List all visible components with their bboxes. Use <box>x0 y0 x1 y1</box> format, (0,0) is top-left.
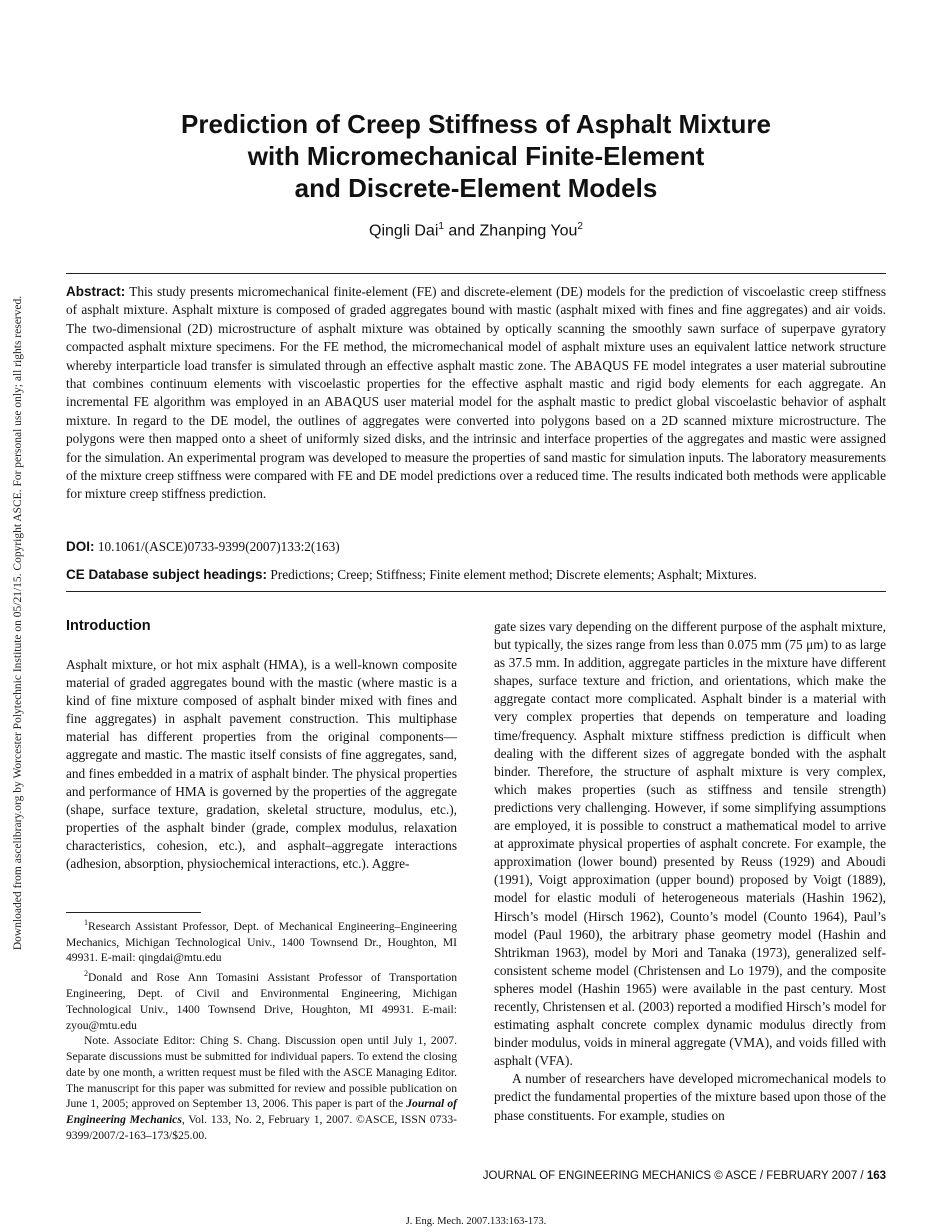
footnote-rule <box>66 912 201 913</box>
intro-paragraph-2: A number of researchers have developed micromechanical models to predict the fundamental properties of the mixture based upon those of the phase constituents. For example, studies on <box>494 1071 886 1123</box>
subject-value: Predictions; Creep; Stiffness; Finite element method; Discrete elements; Asphalt; Mixtures. <box>270 567 757 582</box>
doi-label: DOI: <box>66 539 95 554</box>
abstract-label: Abstract: <box>66 284 126 299</box>
footnote-1-marker: 1 <box>84 918 88 927</box>
footnote-1 <box>66 915 457 966</box>
footnote-2-text: Donald and Rose Ann Tomasini Assistant Professor of Transportation Engineering, Dept. of Civil and Environmental Engineering, Michigan Technological Univ., 1400 Townsend Drive, Houghton, MI 49931. E-mail: zyou@mtu.edu <box>66 971 457 1032</box>
author-1: Qingli Dai <box>369 222 439 240</box>
author-line <box>66 221 886 240</box>
section-heading-introduction: Introduction <box>66 618 151 634</box>
footnote-2 <box>66 966 457 1033</box>
abstract-text: This study presents micromechanical finite-element (FE) and discrete-element (DE) models for the prediction of viscoelastic creep stiffness of asphalt mixture. Asphalt mixture is composed of graded aggregates bound with mastic (asphalt mixed with fines and fine aggregates) and air voids. The two-dimensional (2D) microstructure of asphalt mixture was obtained by optically scanning the smoothly sawn surface of superpave gyratory compacted asphalt mixture specimens. For the FE method, the micromechanical model of asphalt mixture uses an equivalent lattice network structure whereby interparticle load transfer is simulated through an effective asphalt mastic zone. The ABAQUS FE model integrates a user material subroutine that combines continuum elements with viscoelastic properties for the effective asphalt mastic and rigid body elements for each aggregate. An incremental FE algorithm was employed in an ABAQUS user material model for the asphalt mastic to predict global viscoelastic behavior of asphalt mixture. In regard to the DE model, the outlines of aggregates were converted into polygons based on a 2D scanned mixture microstructure. The polygons were then mapped onto a sheet of uniformly sized disks, and the intrinsic and interface properties of the aggregates and mastic were assigned for the simulation. An experimental program was developed to measure the properties of sand mastic for simulation inputs. The laboratory measurements of the mixture creep stiffness were compared with FE and DE model predictions over a reduced time. The results indicated both methods were applicable for mixture creep stiffness prediction. <box>66 284 887 502</box>
title-line-3: and Discrete-Element Models <box>294 173 658 203</box>
running-footer-text: JOURNAL OF ENGINEERING MECHANICS © ASCE / FEBRUARY 2007 / <box>482 1170 867 1182</box>
author-1-marker: 1 <box>438 221 444 232</box>
subject-headings <box>66 567 886 583</box>
intro-paragraph-continued: gate sizes vary depending on the different purpose of the asphalt mixture, but typically, the sizes range from less than 0.075 mm (75 μm) to as large as 37.5 mm. In addition, aggregate particles in the mixture have different shapes, surface texture and friction, and orientations, which make the aggregate contact more complicated. Asphalt binder is a material with very complex properties that depends on temperature and loading time/frequency. Asphalt mixture stiffness prediction is difficult when dealing with the different sizes of aggregate bonded with the asphalt binder. Therefore, the structure of asphalt mixture is very complex, which makes properties (such as stiffness and tensile strength) predictions very challenging. However, if some simplifying assumptions are employed, it is possible to construct a mathematical model to arrive at approximate physical properties of asphalt concrete. For example, the approximation (lower bound) presented by Reuss (1929) and Aboudi (1991), Voigt approximation (upper bound) proposed by Voigt (1889), model for elastic moduli of heterogeneous materials (Hashin 1962), Hirsch’s model (Hirsch 1962), Counto’s model (Counto 1964), Paul’s model (Paul 1960), the arbitrary phase geometry model (Hashin and Shtrikman 1963), model by Mori and Tanaka (1973), generalized self-consistent scheme model (Christensen and Lo 1979), and the composite spheres model (Hashin 1965) were available in the past century. Most recently, Christensen et al. (2003) reported a modified Hirsch’s model for estimating asphalt concrete complex dynamic modulus directly from binder modulus, voids in mineral aggregate (VMA), and voids filled with asphalt (VFA). <box>494 619 886 1069</box>
paper-title <box>66 108 886 204</box>
title-line-1: Prediction of Creep Stiffness of Asphalt Mixture <box>181 109 771 139</box>
right-column <box>494 618 886 1125</box>
editor-note <box>66 1033 457 1144</box>
doi-line <box>66 539 340 555</box>
author-2-marker: 2 <box>577 221 583 232</box>
footnote-2-marker: 2 <box>84 969 88 979</box>
author-conjunction: and <box>443 222 480 240</box>
abstract-rule <box>66 591 886 592</box>
download-notice: Downloaded from ascelibrary.org by Worcester Polytechnic Institute on 05/21/15. Copyright ASCE. For personal use only; all rights reserved. <box>12 295 24 951</box>
doi-value[interactable]: 10.1061/(ASCE)0733-9399(2007)133:2(163) <box>97 539 340 554</box>
journal-name: Journal of Engineering Mechanics <box>66 1097 457 1127</box>
editor-note-text-b: , Vol. 133, No. 2, February 1, 2007. ©ASCE, ISSN 0733-9399/2007/2-163–173/$25.00. <box>66 1113 457 1143</box>
footnotes <box>66 915 457 1144</box>
header-rule <box>66 273 886 274</box>
running-footer <box>483 1170 886 1182</box>
citation-footer: J. Eng. Mech. 2007.133:163-173. <box>405 1216 547 1227</box>
abstract-block <box>66 283 886 504</box>
footnote-1-text: Research Assistant Professor, Dept. of Mechanical Engineering–Engineering Mechanics, Michigan Technological Univ., 1400 Townsend Dr., Houghton, MI 49931. E-mail: qingdai@mtu.edu <box>66 919 457 965</box>
page-number: 163 <box>866 1170 886 1182</box>
subject-label: CE Database subject headings: <box>66 567 268 582</box>
intro-paragraph-1: Asphalt mixture, or hot mix asphalt (HMA), is a well-known composite material of graded aggregates bound with the mastic (where mastic is a kind of fine mixture composed of asphalt binder mixed with fines and fine aggregates) in asphalt pavement construction. This multiphase material has different properties from the original components—aggregate and mastic. The mastic itself consists of fine aggregates, sand, and fines embedded in a matrix of asphalt binder. The physical properties and performance of HMA is governed by the properties of the aggregate (shape, surface texture, gradation, skeletal structure, modulus, etc.), properties of the asphalt binder (grade, complex modulus, relaxation characteristics, cohesion, etc.), and asphalt–aggregate interactions (adhesion, absorption, physiochemical interactions, etc.). Aggre- <box>66 657 457 872</box>
editor-note-text-a: Note. Associate Editor: Ching S. Chang. Discussion open until July 1, 2007. Separate discussions must be submitted for individual papers. To extend the closing date by one month, a written request must be filed with the ASCE Managing Editor. The manuscript for this paper was submitted for review and possible publication on June 1, 2005; approved on September 13, 2006. This paper is part of the <box>66 1034 457 1111</box>
title-line-2: with Micromechanical Finite-Element <box>247 141 705 171</box>
left-column <box>66 656 457 873</box>
author-2: Zhanping You <box>479 222 578 240</box>
